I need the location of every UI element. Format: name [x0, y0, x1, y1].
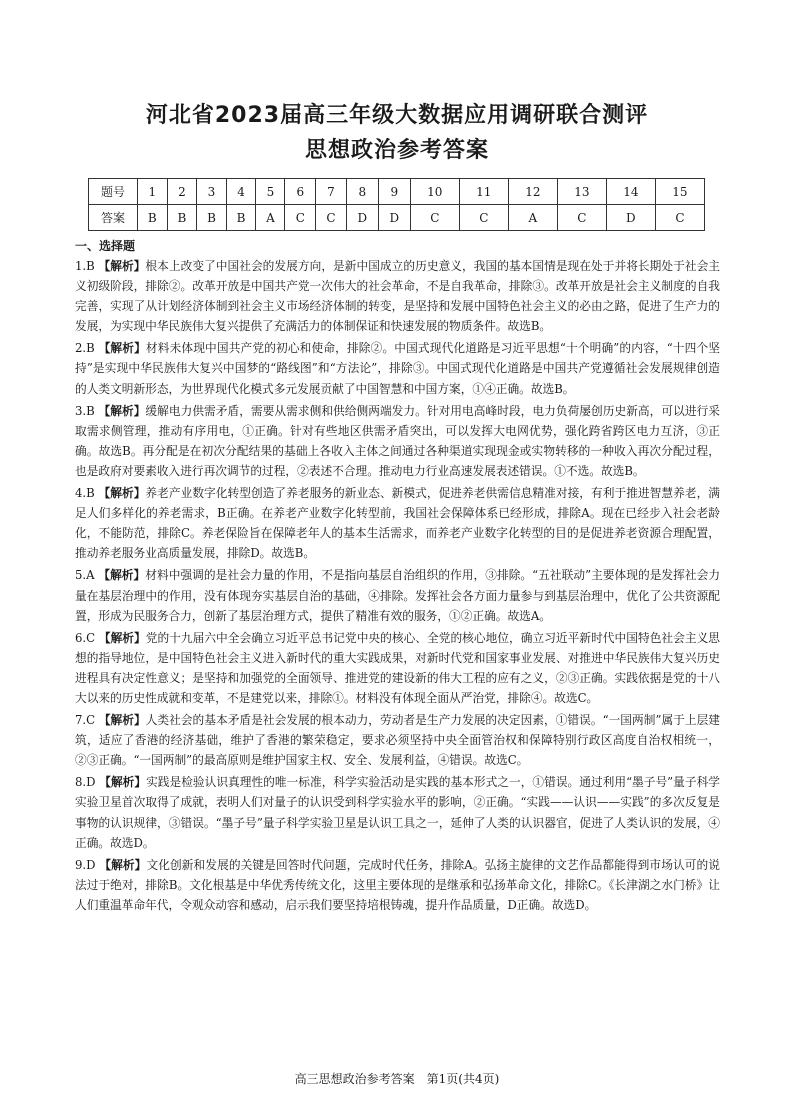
item-number: 6.C	[75, 630, 96, 645]
answer-cell: B	[226, 205, 256, 231]
item-number: 4.B	[75, 486, 95, 501]
analysis-item	[75, 401, 720, 481]
analysis-tag: 【解析】	[98, 341, 146, 356]
answer-table	[88, 178, 705, 231]
analysis-text: 养老产业数字化转型创造了养老服务的新业态、新模式，促进养老供需信息精准对接，有利于推进智慧养老，满足人们多样化的养老需求，B正确。在养老产业数字化转型前，我国社会保障体系已经形成，排除A。现在已经步入社会老龄化，不能防范，排除C。养老保险旨在保障老年人的基本生活需求，而养老产业数字化转型的目的是促进养老资源合理配置，推动养老服务业高质量发展，排除D。故选B。	[75, 486, 720, 561]
page-title: 河北省2023届高三年级大数据应用调研联合测评	[145, 103, 649, 128]
analysis-list	[75, 256, 720, 917]
answer-cell: C	[459, 205, 508, 231]
answer-table-answer-label: 答案	[89, 205, 138, 231]
question-number-cell: 13	[557, 179, 606, 205]
answer-cell: A	[256, 205, 285, 231]
question-number-cell: 8	[346, 179, 378, 205]
question-number-cell: 15	[655, 179, 704, 205]
analysis-text: 材料未体现中国共产党的初心和使命，排除②。中国式现代化道路是习近平思想“十个明确”的内容，“十四个坚持”是实现中华民族伟大复兴中国梦的“路线图”和“方法论”，排除③。中国式现代化道路是中国共产党遵循社会发展规律创造的人类文明新形态，为世界现代化模式多元发展贡献了中国智慧和中国方案，①④正确。故选B。	[75, 341, 720, 396]
question-number-cell: 10	[410, 179, 459, 205]
answer-cell: B	[197, 205, 227, 231]
analysis-text: 党的十九届六中全会确立习近平总书记党中央的核心、全党的核心地位，确立习近平新时代中国特色社会主义思想的指导地位，是中国特色社会主义进入新时代的重大实践成果，对新时代党和国家事业发展、对推进中华民族伟大复兴历史进程具有决定性意义；是坚持和加强党的全面领导、推进党的建设新的伟大工程的应有之义，②③正确。实践依据是党的十八大以来的历史性成就和变革，不是建党以来，排除①。材料没有体现全面从严治党，排除④。故选C。	[75, 630, 720, 705]
item-number: 1.B	[75, 259, 95, 273]
analysis-tag: 【解析】	[98, 568, 146, 583]
answer-cell: A	[508, 205, 557, 231]
analysis-text: 根本上改变了中国社会的发展方向，是新中国成立的历史意义，我国的基本国情是现在处于并将长期处于社会主义初级阶段，排除②。改革开放是中国共产党一次伟大的社会革命，不是自我革命，排除③。改革开放是社会主义制度的自我完善，实现了从计划经济体制到社会主义市场经济体制的转变，是坚持和发展中国特色社会主义的必由之路，促进了生产力的发展，为实现中华民族伟大复兴提供了充满活力的体制保证和快速发展的物质条件。故选B。	[75, 259, 720, 334]
answer-table-answer-row	[89, 205, 705, 231]
answer-cell: C	[557, 205, 606, 231]
answer-cell: D	[378, 205, 410, 231]
analysis-text: 人类社会的基本矛盾是社会发展的根本动力，劳动者是生产力发展的决定因素，①错误。“一国两制”属于上层建筑，适应了香港的经济基础，维护了香港的繁荣稳定，要求必须坚持中央全面管治权和保障特别行政区高度自治权相统一，②③正确。“一国两制”的最高原则是维护国家主权、安全、发展利益，④错误。故选C。	[75, 713, 720, 768]
answer-cell: D	[346, 205, 378, 231]
question-number-cell: 11	[459, 179, 508, 205]
item-number: 5.A	[75, 568, 95, 583]
answer-cell: B	[167, 205, 197, 231]
analysis-tag: 【解析】	[98, 486, 146, 501]
page-footer: 高三思想政治参考答案 第1页(共4页)	[294, 1072, 500, 1086]
answer-cell: C	[410, 205, 459, 231]
page-subtitle: 思想政治参考答案	[304, 138, 489, 163]
question-number-cell: 12	[508, 179, 557, 205]
analysis-text: 缓解电力供需矛盾，需要从需求侧和供给侧两端发力。针对用电高峰时段，电力负荷屡创历史新高，可以进行采取需求侧管理，推动有序用电，①正确。针对有些地区供需矛盾突出，可以发挥大电网优势，强化跨省跨区电力互济，③正确。故选B。再分配是在初次分配结果的基础上各收入主体之间通过各种渠道实现现金或实物转移的一种收入再次分配过程，也是政府对要素收入进行再次调节的过程，②表述不合理。推动电力行业高速发展表述错误。①不选。故选B。	[75, 403, 720, 478]
analysis-item	[75, 710, 720, 770]
analysis-item	[75, 565, 720, 625]
question-number-cell: 6	[285, 179, 316, 205]
analysis-item	[75, 628, 720, 708]
question-number-cell: 7	[316, 179, 347, 205]
answer-table-header-row	[89, 179, 705, 205]
item-number: 7.C	[75, 713, 96, 728]
analysis-item	[75, 256, 720, 336]
analysis-item	[75, 338, 720, 398]
analysis-item	[75, 772, 720, 852]
analysis-item	[75, 855, 720, 915]
analysis-item	[75, 483, 720, 563]
analysis-tag: 【解析】	[98, 259, 146, 273]
answer-cell: C	[285, 205, 316, 231]
question-number-cell: 9	[378, 179, 410, 205]
question-number-cell: 1	[138, 179, 168, 205]
answer-table-header-label: 题号	[89, 179, 138, 205]
answer-cell: C	[316, 205, 347, 231]
item-number: 9.D	[75, 857, 96, 872]
answer-cell: B	[138, 205, 168, 231]
question-number-cell: 4	[226, 179, 256, 205]
answer-cell: C	[655, 205, 704, 231]
analysis-tag: 【解析】	[98, 630, 146, 645]
item-number: 2.B	[75, 341, 95, 356]
question-number-cell: 5	[256, 179, 285, 205]
analysis-text: 文化创新和发展的关键是回答时代问题，完成时代任务，排除A。弘扬主旋律的文艺作品都能得到市场认可的说法过于绝对，排除B。文化根基是中华优秀传统文化，这里主要体现的是继承和弘扬革命文化，排除C。《长津湖之水门桥》让人们重温革命年代，令观众动容和感动，启示我们要坚持培根铸魂，提升作品质量，D正确。故选D。	[75, 857, 720, 912]
question-number-cell: 14	[606, 179, 655, 205]
analysis-text: 材料中强调的是社会力量的作用，不是指向基层自治组织的作用，③排除。“五社联动”主要体现的是发挥社会力量在基层治理中的作用，没有体现夯实基层自治的基础，④排除。发挥社会各方面力量参与到基层治理中，优化了公共资源配置，形成为民服务合力，创新了基层治理方式，提供了精准有效的服务，①②正确。故选A。	[75, 568, 721, 623]
answer-cell: D	[606, 205, 655, 231]
analysis-tag: 【解析】	[98, 713, 146, 728]
analysis-tag: 【解析】	[99, 775, 147, 790]
analysis-tag: 【解析】	[99, 857, 147, 872]
question-number-cell: 3	[197, 179, 227, 205]
analysis-text: 实践是检验认识真理性的唯一标准，科学实验活动是实践的基本形式之一，①错误。通过利用“墨子号”量子科学实验卫星首次取得了成就，表明人们对量子的认识受到科学实验水平的影响，②正确。“实践——认识——实践”的多次反复是事物的认识规律，③错误。“墨子号”量子科学实验卫星是认识工具之一，延伸了人类的认识器官，促进了人类认识的发展，④正确。故选D。	[75, 775, 720, 850]
item-number: 3.B	[75, 403, 95, 418]
section-title: 一、选择题	[75, 239, 136, 253]
question-number-cell: 2	[167, 179, 197, 205]
analysis-tag: 【解析】	[98, 403, 146, 418]
item-number: 8.D	[75, 775, 96, 790]
